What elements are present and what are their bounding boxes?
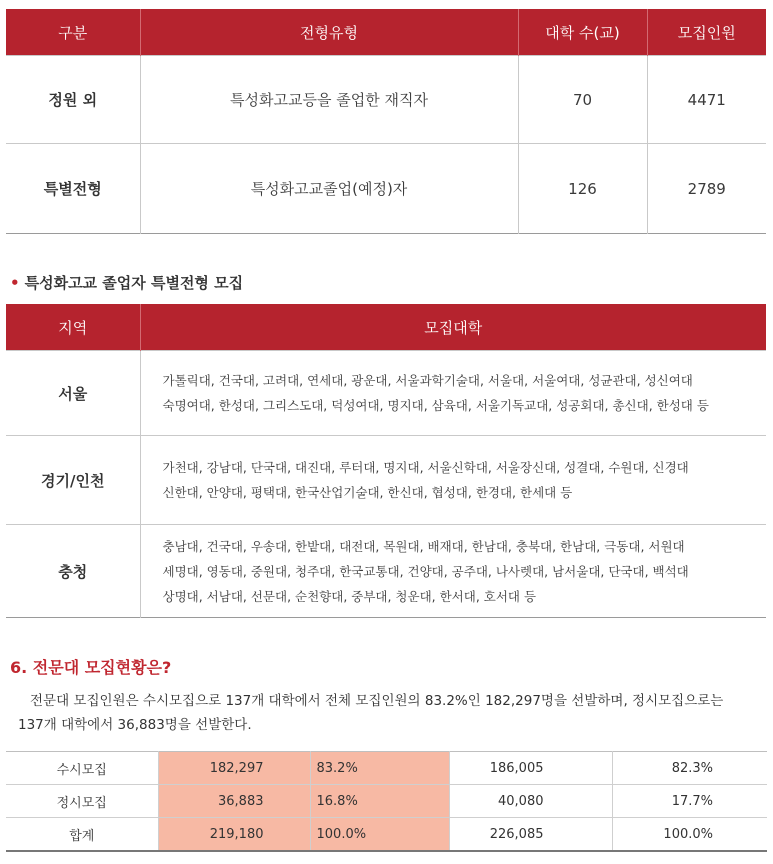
section-title: 특성화고교 졸업자 특별전형 모집 bbox=[24, 274, 244, 292]
cell-label: 정시모집 bbox=[6, 785, 158, 818]
cell-university-list bbox=[140, 351, 766, 436]
paragraph-line: 137개 대학에서 36,883명을 선발한다. bbox=[18, 717, 252, 733]
table-header-row bbox=[6, 9, 766, 56]
cell-quota: 4471 bbox=[647, 56, 766, 144]
table-row bbox=[6, 785, 767, 818]
university-list-line: 신한대, 안양대, 평택대, 한국산업기술대, 한신대, 협성대, 한경대, 한세대 등 bbox=[162, 485, 573, 500]
table-row bbox=[6, 818, 767, 852]
cell-admission-type: 특성화고교졸업(예정)자 bbox=[140, 144, 518, 234]
university-list-line: 충남대, 건국대, 우송대, 한밭대, 대전대, 목원대, 배재대, 한남대, 충북대, 한남대, 극동대, 서원대 bbox=[162, 538, 685, 554]
table-row bbox=[6, 436, 766, 525]
cell-university-list bbox=[140, 525, 766, 618]
paragraph-line: 전문대 모집인원은 수시모집으로 137개 대학에서 전체 모집인원의 83.2%인 182,297명을 선발하며, 정시모집으로는 bbox=[30, 693, 724, 709]
cell-percent-current: 83.2% bbox=[310, 752, 449, 785]
cell-category: 특별전형 bbox=[6, 144, 140, 234]
cell-percent-previous: 82.3% bbox=[612, 752, 767, 785]
university-list-line: 가톨릭대, 건국대, 고려대, 연세대, 광운대, 서울과학기술대, 서울대, 서울여대, 성균관대, 성신여대 bbox=[162, 373, 693, 388]
cell-label: 수시모집 bbox=[6, 752, 158, 785]
table-row bbox=[6, 525, 766, 618]
cell-count-previous: 40,080 bbox=[449, 785, 612, 818]
bullet-icon: • bbox=[10, 274, 20, 292]
university-list-line: 가천대, 강남대, 단국대, 대진대, 루터대, 명지대, 서울신학대, 서울장신대, 성결대, 수원대, 신경대 bbox=[162, 460, 689, 475]
cell-region: 서울 bbox=[6, 351, 140, 436]
cell-count-previous: 186,005 bbox=[449, 752, 612, 785]
cell-count-current: 219,180 bbox=[158, 818, 310, 852]
cell-university-count: 70 bbox=[518, 56, 647, 144]
header-admission-type: 전형유형 bbox=[140, 9, 518, 56]
cell-percent-previous: 17.7% bbox=[612, 785, 767, 818]
section-heading-junior-college: 6. 전문대 모집현황은? bbox=[10, 658, 172, 677]
cell-count-current: 36,883 bbox=[158, 785, 310, 818]
cell-region: 경기/인천 bbox=[6, 436, 140, 525]
university-list-line: 숙명여대, 한성대, 그리스도대, 덕성여대, 명지대, 삼육대, 서울기독교대, 성공회대, 총신대, 한성대 등 bbox=[162, 398, 709, 413]
section-paragraph bbox=[18, 689, 766, 737]
table-row bbox=[6, 752, 767, 785]
cell-region: 충청 bbox=[6, 525, 140, 618]
admission-type-table bbox=[6, 9, 766, 234]
header-category: 구분 bbox=[6, 9, 140, 56]
cell-percent-current: 100.0% bbox=[310, 818, 449, 852]
university-list-line: 상명대, 서남대, 선문대, 순천향대, 중부대, 청운대, 한서대, 호서대 등 bbox=[162, 588, 537, 604]
section-heading-specialized-hs bbox=[10, 272, 243, 293]
cell-university-list bbox=[140, 436, 766, 525]
cell-percent-current: 16.8% bbox=[310, 785, 449, 818]
recruiting-universities-table bbox=[6, 304, 766, 618]
cell-university-count: 126 bbox=[518, 144, 647, 234]
header-university-count: 대학 수(교) bbox=[518, 9, 647, 56]
table-row bbox=[6, 351, 766, 436]
cell-count-previous: 226,085 bbox=[449, 818, 612, 852]
header-universities: 모집대학 bbox=[140, 304, 766, 351]
table-row bbox=[6, 56, 766, 144]
junior-college-quota-table bbox=[6, 751, 767, 852]
university-list-line: 세명대, 영동대, 중원대, 청주대, 한국교통대, 건양대, 공주대, 나사렛대, 남서울대, 단국대, 백석대 bbox=[162, 563, 689, 579]
header-region: 지역 bbox=[6, 304, 140, 351]
cell-quota: 2789 bbox=[647, 144, 766, 234]
cell-percent-previous: 100.0% bbox=[612, 818, 767, 852]
table-row bbox=[6, 144, 766, 234]
cell-label: 합계 bbox=[69, 828, 95, 844]
cell-count-current: 182,297 bbox=[158, 752, 310, 785]
cell-category: 정원 외 bbox=[6, 56, 140, 144]
cell-admission-type: 특성화고교등을 졸업한 재직자 bbox=[140, 56, 518, 144]
header-quota: 모집인원 bbox=[647, 9, 766, 56]
table-header-row bbox=[6, 304, 766, 351]
